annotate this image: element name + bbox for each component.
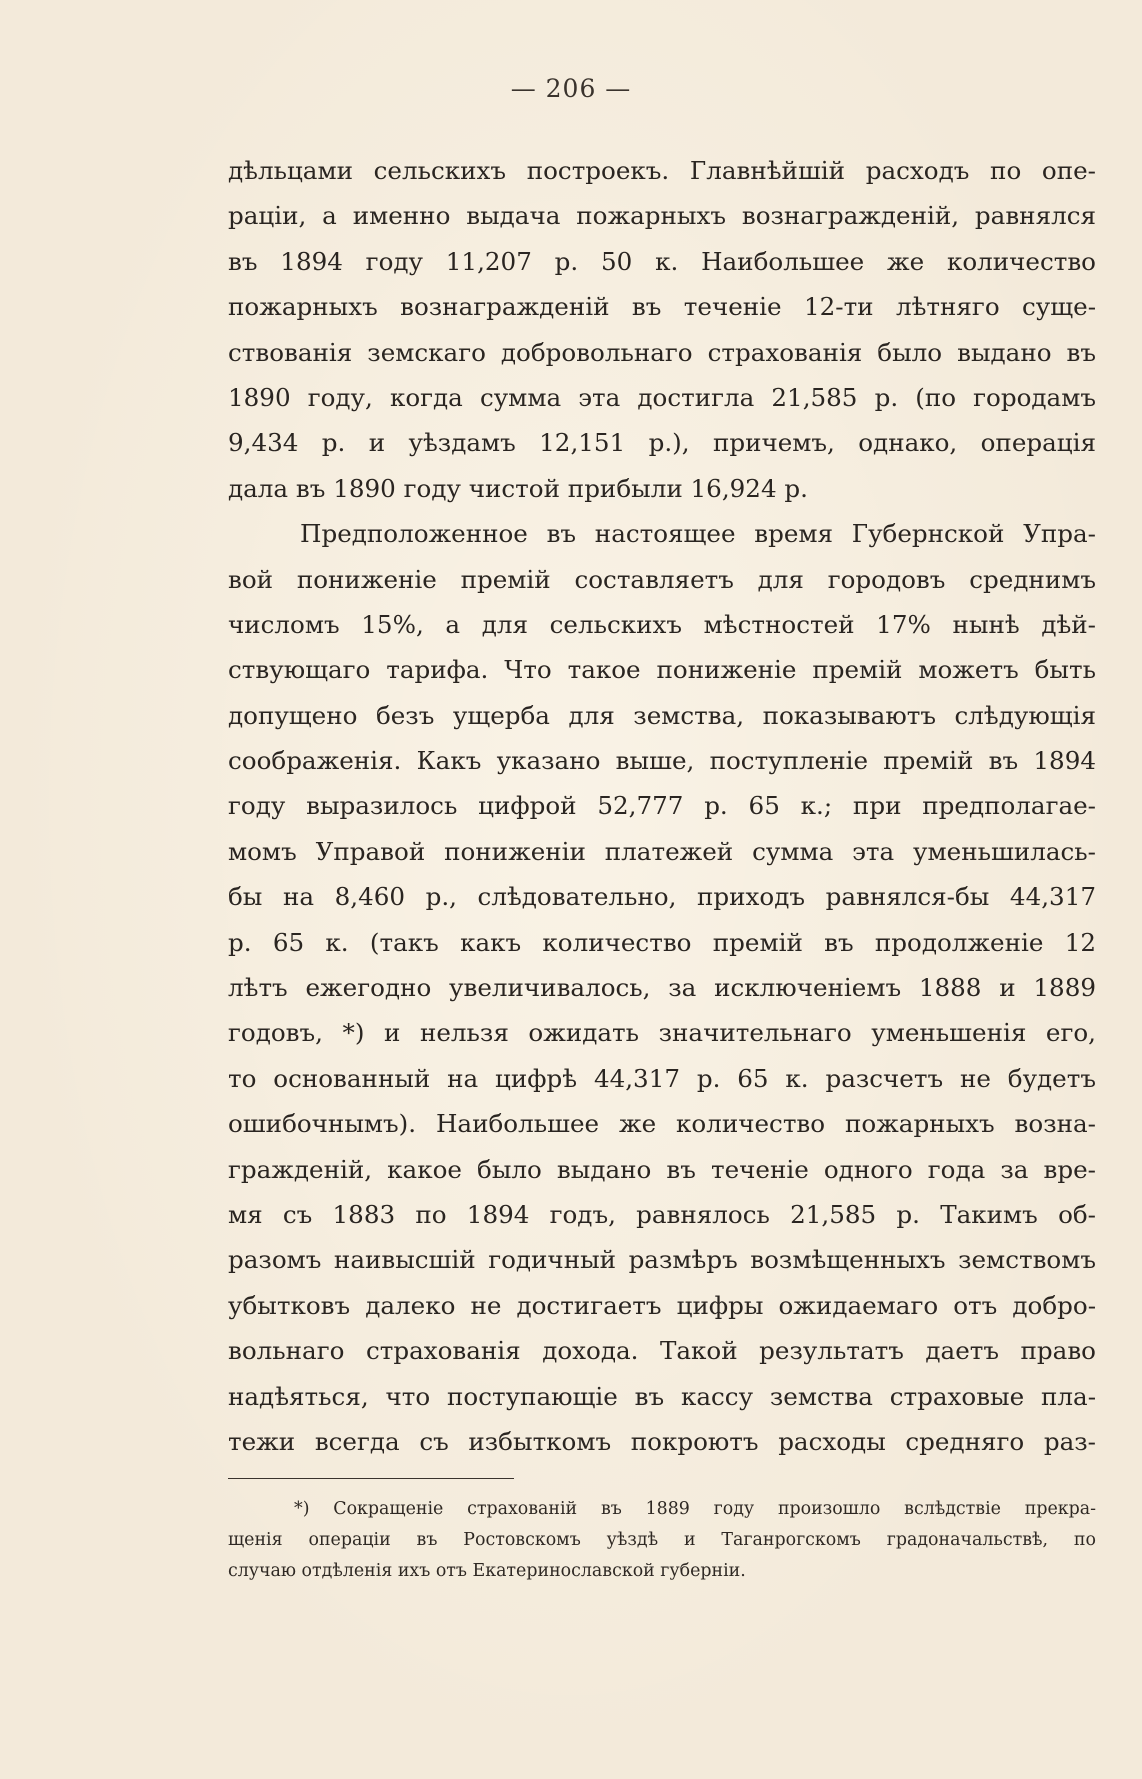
body-line: Предположенное въ настоящее время Губернской Упра- xyxy=(300,519,1096,549)
footnote-line: *) Сокращеніе страхованій въ 1889 году произошло вслѣдствіе прекра- xyxy=(294,1499,1096,1519)
body-line: вольнаго страхованія дохода. Такой результатъ даетъ право xyxy=(228,1336,1096,1366)
body-line: лѣтъ ежегодно увеличивалось, за исключеніемъ 1888 и 1889 xyxy=(228,973,1096,1003)
body-line: р. 65 к. (такъ какъ количество премій въ продолженіе 12 xyxy=(228,927,1096,957)
body-line: надѣяться, что поступающіе въ кассу земства страховые пла- xyxy=(228,1381,1096,1411)
body-line: раціи, а именно выдача пожарныхъ вознагражденій, равнялся xyxy=(228,201,1096,231)
body-text xyxy=(228,148,1096,1464)
body-line: вой пониженіе премій составляетъ для городовъ среднимъ xyxy=(228,564,1096,594)
body-line: ошибочнымъ). Наибольшее же количество пожарныхъ возна- xyxy=(228,1109,1096,1139)
body-line: 9,434 р. и уѣздамъ 12,151 р.), причемъ, однако, операція xyxy=(228,428,1096,458)
body-line: допущено безъ ущерба для земства, показываютъ слѣдующія xyxy=(228,700,1096,730)
body-line: гражденій, какое было выдано въ теченіе одного года за вре- xyxy=(228,1154,1096,1184)
body-line: числомъ 15%, а для сельскихъ мѣстностей 17% нынѣ дѣй- xyxy=(228,609,1096,639)
body-line: ствованія земскаго добровольнаго страхованія было выдано въ xyxy=(228,337,1096,367)
body-line: убытковъ далеко не достигаетъ цифры ожидаемаго отъ добро- xyxy=(228,1290,1096,1320)
footnote-line: щенія операціи въ Ростовскомъ уѣздѣ и Таганрогскомъ градоначальствѣ, по xyxy=(228,1530,1096,1550)
footnote xyxy=(228,1494,1096,1587)
body-line: дала въ 1890 году чистой прибыли 16,924 р. xyxy=(228,473,808,503)
body-line: тежи всегда съ избыткомъ покроютъ расходы средняго раз- xyxy=(228,1426,1096,1456)
footnote-divider xyxy=(228,1478,514,1479)
body-line: ствующаго тарифа. Что такое пониженіе премій можетъ быть xyxy=(228,655,1096,685)
body-line: соображенія. Какъ указано выше, поступленіе премій въ 1894 xyxy=(228,746,1096,776)
body-line: бы на 8,460 р., слѣдовательно, приходъ равнялся-бы 44,317 xyxy=(228,882,1096,912)
body-line: году выразилось цифрой 52,777 р. 65 к.; при предполагае- xyxy=(228,791,1096,821)
body-line: то основанный на цифрѣ 44,317 р. 65 к. разсчетъ не будетъ xyxy=(228,1063,1096,1093)
body-line: 1890 году, когда сумма эта достигла 21,585 р. (по городамъ xyxy=(228,382,1096,412)
body-line: годовъ, *) и нельзя ожидать значительнаго уменьшенія его, xyxy=(228,1018,1096,1048)
body-line: момъ Управой пониженіи платежей сумма эта уменьшилась- xyxy=(228,836,1096,866)
body-line: дѣльцами сельскихъ построекъ. Главнѣйшій расходъ по опе- xyxy=(228,156,1096,185)
body-line: мя съ 1883 по 1894 годъ, равнялось 21,585 р. Такимъ об- xyxy=(228,1199,1096,1229)
footnote-line: случаю отдѣленія ихъ отъ Екатеринославской губерніи. xyxy=(228,1561,746,1581)
body-line: въ 1894 году 11,207 р. 50 к. Наибольшее же количество xyxy=(228,246,1096,276)
body-line: пожарныхъ вознагражденій въ теченіе 12-ти лѣтняго суще- xyxy=(228,292,1096,322)
page-number: — 206 — xyxy=(510,74,632,103)
body-line: разомъ наивысшій годичный размѣръ возмѣщенныхъ земствомъ xyxy=(228,1245,1096,1275)
